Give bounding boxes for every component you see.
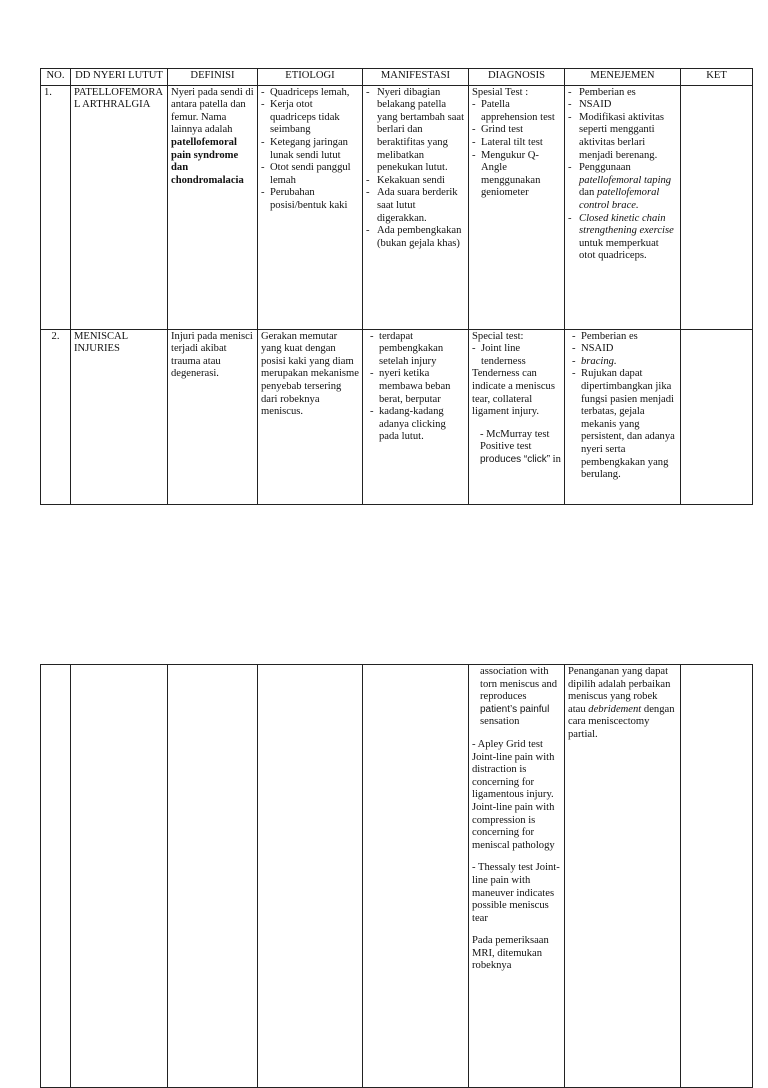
list-text: untuk memperkuat otot quadriceps. [579,237,659,262]
diagnosis-span: - McMurray test Positive test [480,428,550,453]
table-row [41,85,753,329]
management-cell [565,329,681,504]
list-text: Penggunaan [579,162,631,174]
cont-ket-cell [681,665,753,1088]
diagnosis-text: Pada pemeriksaan MRI, ditemukan robeknya [472,935,549,972]
list-item: - Kerja otot quadriceps tidak seimbang [261,99,359,137]
cont-dd-cell [71,665,168,1088]
diagnosis-name: MENISCAL INJURIES [71,329,168,504]
cont-no-cell [41,665,71,1088]
ket-cell [681,329,753,504]
definition-cell: Injuri pada menisci terjadi akibat trauma atau degenerasi. [168,329,258,504]
list-item: - Ketegang jaringan lunak sendi lutut [261,137,359,162]
header-ket: KET [681,69,753,86]
diagnosis-text [472,666,561,729]
cont-definisi-cell [168,665,258,1088]
list-item: - nyeri ketika membawa beban berat, berputar [370,368,465,406]
diagnosis-text [472,429,561,467]
table-row [41,665,753,1088]
list-item [568,213,677,263]
list-item: - Ada pembengkakan (bukan gejala khas) [366,225,465,250]
cont-etiologi-cell [258,665,363,1088]
list-item: - Rujukan dapat dipertimbangkan jika fungsi pasien menjadi terbatas, gejala mekanis yang persistent, dan adanya nyeri serta pembengkakan yang berulang. [572,368,677,481]
cont-management-cell [565,665,681,1088]
differential-table [40,68,753,505]
definition-cell [168,85,258,329]
diagnosis-span: association with torn meniscus and reproduces [480,666,558,703]
header-manifestasi: MANIFESTASI [363,69,469,86]
list-item: - Modifikasi aktivitas seperti mengganti aktivitas berlari menjadi berenang. [568,112,677,162]
diagnosis-cell [469,85,565,329]
diagnosis-span: in [550,453,561,465]
list-item: - Perubahan posisi/bentuk kaki [261,187,359,212]
manifestation-cell [363,329,469,504]
header-row [41,69,753,86]
list-text-italic: Closed kinetic chain strengthening exercise [579,212,674,237]
list-text-italic: patellofemoral control brace. [579,187,660,211]
manifestation-cell [363,85,469,329]
cont-manifestasi-cell [363,665,469,1088]
diagnosis-name: PATELLOFEMORAL ARTHRALGIA [71,85,168,329]
diagnosis-title: Spesial Test : [472,86,529,98]
list-item: - Otot sendi panggul lemah [261,162,359,187]
diagnosis-span: sensation [480,716,520,728]
ket-cell [681,85,753,329]
etiology-cell: Gerakan memutar yang kuat dengan posisi kaki yang diam merupakan mekanisme penyebab tersering dari robeknya meniscus. [258,329,363,504]
list-item: - NSAID [572,343,677,356]
etiology-cell [258,85,363,329]
list-text: dan [579,187,597,199]
list-item: - Joint line tenderness [472,343,561,368]
diagnosis-span: produces “click” [480,453,551,465]
list-item: - bracing. [572,356,677,369]
header-diagnosis: DIAGNOSIS [469,69,565,86]
list-text-italic: patellofemoral taping [579,174,672,186]
list-item: - Nyeri dibagian belakang patella yang bertambah saat berlari dan beraktifitas yang melibatkan penekukan lutut. [366,87,465,175]
list-item: - NSAID [568,99,677,112]
row-number: 2. [41,329,71,504]
definition-text: Nyeri pada sendi di antara patella dan femur. Nama lainnya adalah [171,86,254,136]
list-item: - Ada suara berderik saat lutut digerakkan. [366,187,465,225]
list-item: - Lateral tilt test [472,137,561,150]
list-item: - Mengukur Q-Angle menggunakan geniometer [472,150,561,200]
list-item: - Grind test [472,124,561,137]
row-number: 1. [41,85,71,329]
header-dd: DD NYERI LUTUT [71,69,168,86]
continuation-table [40,664,753,1088]
list-item: - terdapat pembengkakan setelah injury [370,331,465,369]
management-cell [565,85,681,329]
diagnosis-text: - Thessaly test Joint-line pain with maneuver indicates possible meniscus tear [472,862,560,924]
cont-diagnosis-cell [469,665,565,1088]
list-item: - Kekakuan sendi [366,175,465,188]
header-etiologi: ETIOLOGI [258,69,363,86]
header-definisi: DEFINISI [168,69,258,86]
definition-bold: patellofemoral pain syndrome dan chondromalacia [171,136,244,186]
list-item: - Pemberian es [572,331,677,344]
management-text: Penanganan yang dapat dipilih adalah perbaikan meniscus yang robek atau [568,666,671,715]
table-row [41,329,753,504]
diagnosis-span: patient’s painful [480,703,550,715]
list-item: - Pemberian es [568,87,677,100]
management-text: dengan cara meniscectomy partial. [568,703,675,740]
list-item: - kadang-kadang adanya clicking pada lutut. [370,406,465,444]
diagnosis-text: Tenderness can indicate a meniscus tear, collateral ligament injury. [472,368,555,418]
list-item: - Patella apprehension test [472,99,561,124]
diagnosis-title: Special test: [472,330,524,342]
list-item [568,162,677,212]
diagnosis-cell [469,329,565,504]
header-menejemen: MENEJEMEN [565,69,681,86]
list-item: - Quadriceps lemah, [261,87,359,100]
header-no: NO. [41,69,71,86]
management-text-italic: debridement [588,703,642,715]
diagnosis-text: - Apley Grid test Joint-line pain with distraction is concerning for ligamentous injury. Joint-line pain with compression is concerning for meniscal pathology [472,738,555,851]
